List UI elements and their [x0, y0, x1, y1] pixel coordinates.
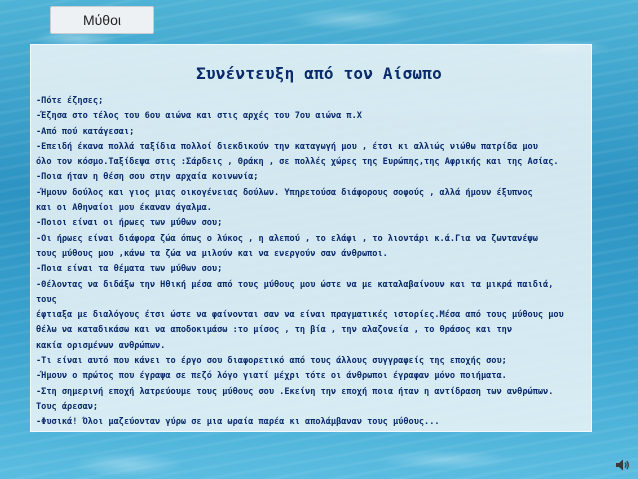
- interview-line: -Θέλοντας να διδάξω την Ηθική μέσα από τους μύθους μου ώστε να με καταλαβαίνουν και τα μικρά παιδιά,: [36, 279, 554, 290]
- interview-line: θέλω να καταδικάσω και να αποδοκιμάσω :το μίσος , τη βία , την αλαζονεία , το θράσος και την: [36, 325, 512, 336]
- speaker-icon[interactable]: [614, 456, 632, 474]
- tab-label: Μύθοι: [82, 12, 121, 28]
- interview-line: και οι Αθηναίοι μου έκαναν άγαλμα.: [36, 203, 212, 214]
- interview-line: -Πότε έζησες;: [36, 96, 104, 106]
- interview-line: όλο τον κόσμο.Ταξίδεψα στις :Σάρδεις , Θράκη , σε πολλές χώρες της Ευρώπης,της Αφρικής και της Ασίας.: [36, 157, 559, 168]
- interview-line: Τους άρεσαν;: [36, 401, 99, 412]
- interview-line: -Ποια είναι τα θέματα των μύθων σου;: [36, 264, 223, 275]
- interview-line: έφτιαξα με διαλόγους έτσι ώστε να φαίνονται σαν να είναι πραγματικές ιστορίες.Μέσα από τους μύθους μου: [36, 310, 564, 321]
- interview-line: -Έζησα στο τέλος του 6ου αιώνα και στις αρχές του 7ου αιώνα π.Χ: [36, 111, 362, 122]
- interview-line: -Ποιοι είναι οι ήρωες των μύθων σου;: [36, 218, 223, 229]
- interview-line: -Τι είναι αυτό που κάνει το έργο σου διαφορετικό από τους άλλους συγγραφείς της εποχής σου;: [36, 356, 507, 367]
- interview-line: -Ήμουν ο πρώτος που έγραψα σε πεζό λόγο γιατί μέχρι τότε οι άνθρωποι έγραφαν μόνο ποιήματα.: [36, 371, 507, 382]
- interview-line: -Ήμουν δούλος και γιος μιας οικογένειας δούλων. Υπηρετούσα διάφορους σοφούς , αλλά ήμουν έξυπνος: [36, 187, 533, 198]
- interview-line: -Από πού κατάγεσαι;: [36, 126, 135, 137]
- interview-line: -Φυσικά! Όλοι μαζεύονταν γύρω σε μια ωραία παρέα κι απολάμβαναν τους μύθους...: [36, 417, 440, 428]
- tab-mythoi[interactable]: [50, 6, 154, 34]
- interview-line: τους μύθους μου ,κάνω τα ζώα να μιλούν και να ενεργούν σαν άνθρωποι.: [36, 248, 388, 259]
- interview-line: -Στη σημερινή εποχή λατρεύουμε τους μύθους σου .Εκείνη την εποχή ποια ήταν η αντίδραση των ανθρώπων.: [36, 386, 554, 397]
- interview-line: -Οι ήρωες είναι διάφορα ζώα όπως ο λύκος , η αλεπού , το ελάφι , το λιοντάρι κ.ά.Για να ζωντανέψω: [36, 233, 538, 244]
- interview-text: [36, 94, 592, 431]
- interview-line: τους: [36, 294, 57, 305]
- slide-title: Συνέντευξη από τον Αίσωπο: [196, 64, 442, 83]
- interview-line: -Ποια ήταν η θέση σου στην αρχαία κοινωνία;: [36, 172, 259, 183]
- interview-line: κακία ορισμένων ανθρώπων.: [36, 340, 166, 351]
- interview-line: -Επειδή έκανα πολλά ταξίδια πολλοί διεκδικούν την καταγωγή μου , έτσι κι αλλιώς νιώθω πατρίδα μου: [36, 141, 538, 152]
